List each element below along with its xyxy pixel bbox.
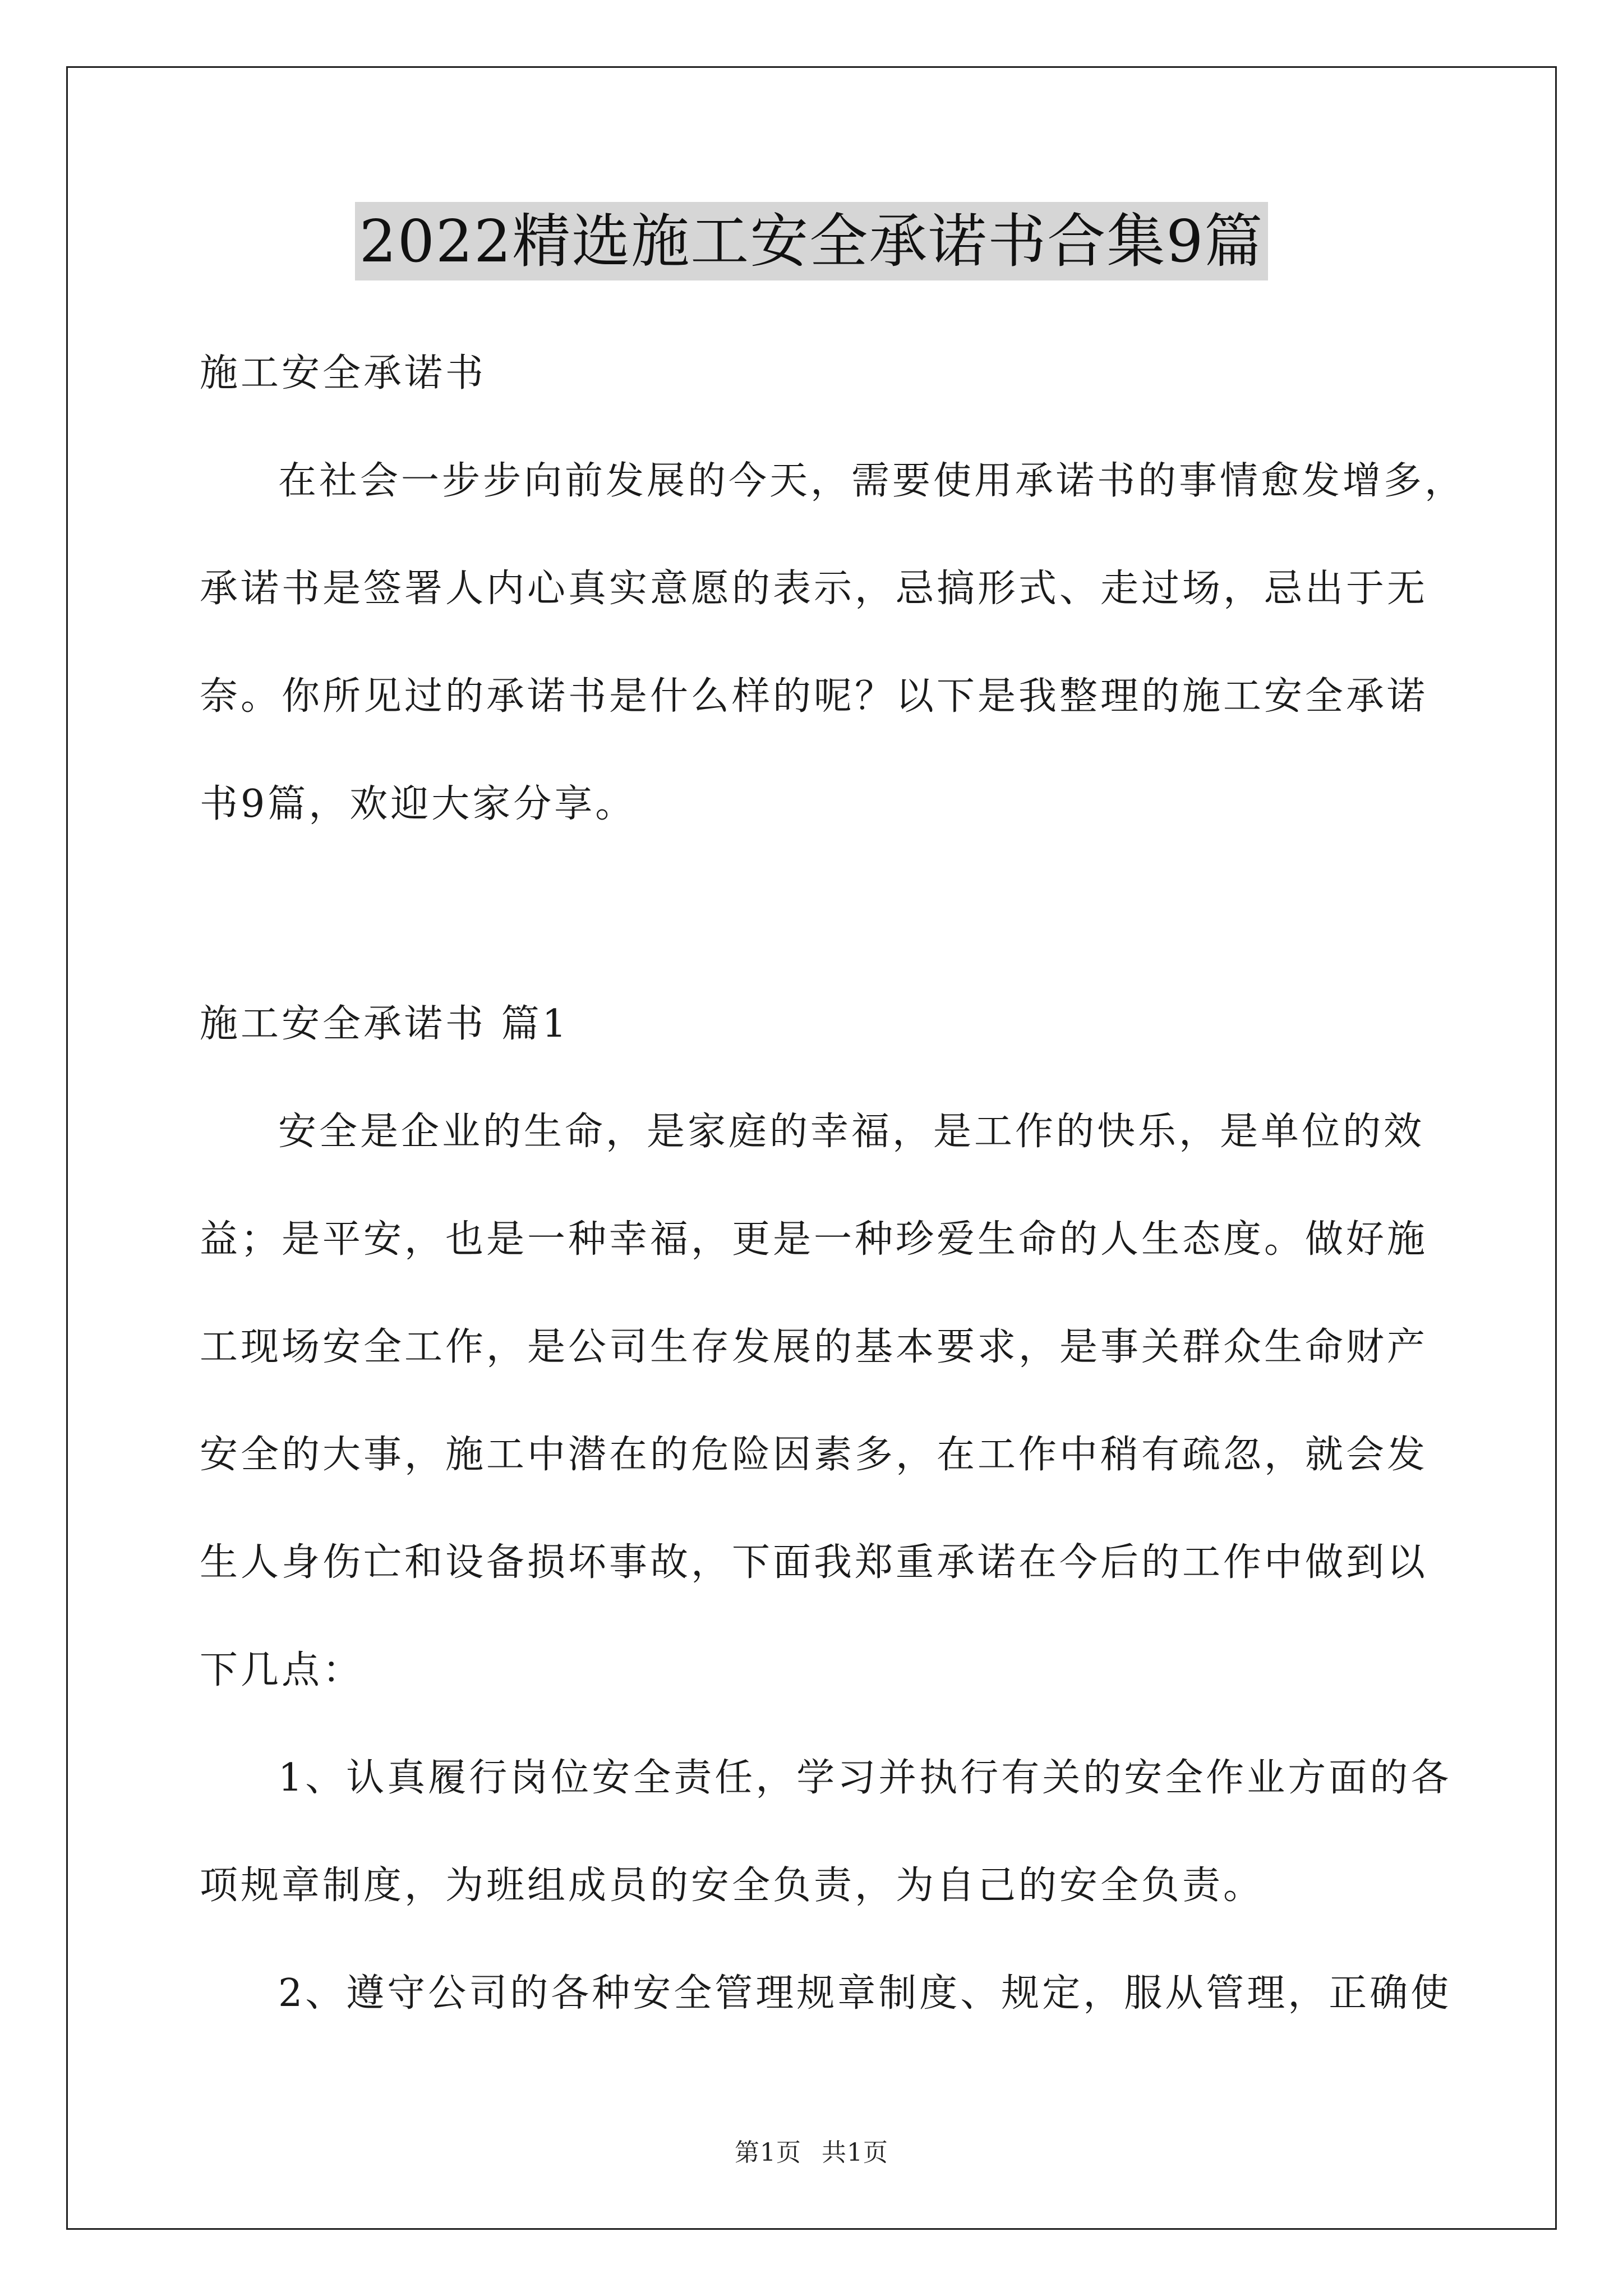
document-body [200, 320, 1466, 2047]
list-item-line: 2、遵守公司的各种安全管理规章制度、规定，服从管理，正确使 [278, 1971, 1452, 2016]
intro-line: 在社会一步步向前发展的今天，需要使用承诺书的事情愈发增多， [278, 459, 1466, 503]
intro-line: 奈。你所见过的承诺书是什么样的呢？以下是我整理的施工安全承诺 [200, 674, 1428, 719]
section-heading: 施工安全承诺书 篇1 [200, 1002, 569, 1046]
document-title: 2022精选施工安全承诺书合集9篇 [355, 202, 1269, 280]
paragraph-line: 安全是企业的生命，是家庭的幸福，是工作的快乐，是单位的效 [278, 1110, 1425, 1154]
paragraph-line: 工现场安全工作，是公司生存发展的基本要求，是事关群众生命财产 [200, 1325, 1428, 1369]
title-container [0, 202, 1623, 280]
paragraph-line: 下几点： [200, 1648, 364, 1692]
page-total: 共1页 [822, 2138, 888, 2167]
paragraph-line: 生人身伤亡和设备损坏事故，下面我郑重承诺在今后的工作中做到以 [200, 1540, 1428, 1585]
list-item-line: 1、认真履行岗位安全责任，学习并执行有关的安全作业方面的各 [278, 1756, 1452, 1800]
section-spacer [200, 858, 1433, 970]
paragraph-line: 安全的大事，施工中潜在的危险因素多，在工作中稍有疏忽，就会发 [200, 1433, 1428, 1477]
list-item-line: 项规章制度，为班组成员的安全负责，为自己的安全负责。 [200, 1864, 1265, 1908]
paragraph-line: 益；是平安，也是一种幸福，更是一种珍爱生命的人生态度。做好施 [200, 1217, 1428, 1262]
intro-line: 书9篇，欢迎大家分享。 [200, 782, 637, 826]
page-footer [0, 2136, 1623, 2170]
intro-line: 承诺书是签署人内心真实意愿的表示，忌搞形式、走过场，忌出于无 [200, 567, 1428, 611]
page-number: 第1页 [735, 2138, 801, 2167]
intro-heading: 施工安全承诺书 [200, 351, 487, 395]
